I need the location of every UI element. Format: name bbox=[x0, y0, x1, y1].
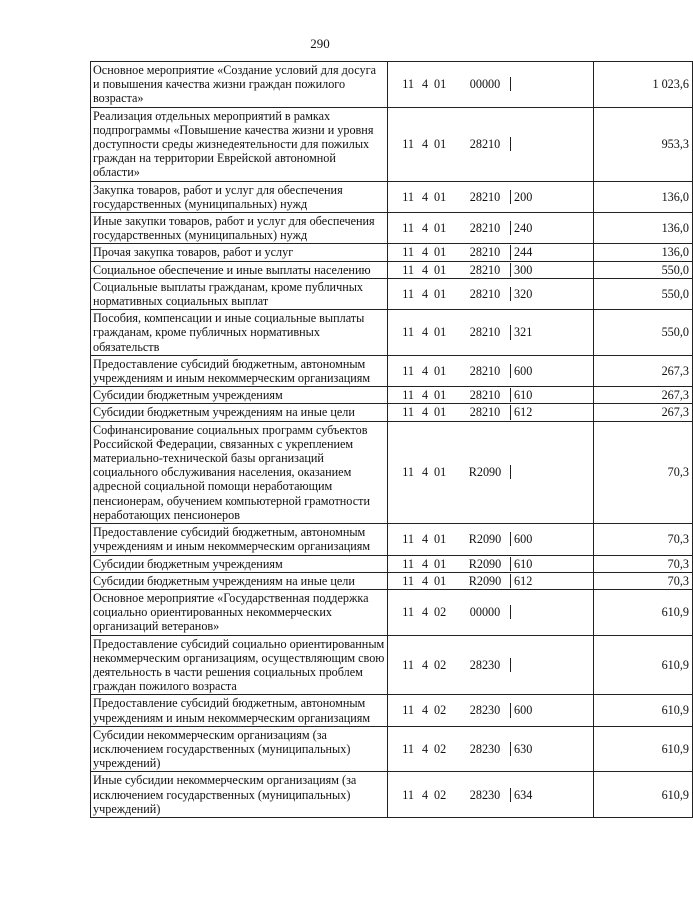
table-row bbox=[91, 278, 693, 309]
direction-code: 28230 bbox=[469, 741, 501, 756]
direction-code: 28210 bbox=[469, 262, 501, 277]
main-event-code: 01 bbox=[434, 262, 447, 277]
budget-table-body bbox=[91, 62, 693, 818]
table-row bbox=[91, 355, 693, 386]
amount: 136,0 bbox=[594, 244, 693, 261]
subprogram-code: 4 bbox=[421, 77, 429, 92]
direction-code: R2090 bbox=[468, 465, 502, 480]
table-row bbox=[91, 524, 693, 555]
item-name: Основное мероприятие «Государственная поддержка социально ориентированных некоммерческих организаций ветеранов» bbox=[91, 589, 388, 635]
expense-type-code bbox=[510, 465, 558, 479]
direction-code: 28210 bbox=[469, 405, 501, 420]
item-name: Субсидии бюджетным учреждениям на иные цели bbox=[91, 572, 388, 589]
direction-code: R2090 bbox=[468, 573, 502, 588]
direction-code: 28210 bbox=[469, 325, 501, 340]
classification-codes bbox=[388, 387, 594, 404]
main-event-code: 01 bbox=[434, 221, 447, 236]
item-name: Прочая закупка товаров, работ и услуг bbox=[91, 244, 388, 261]
item-name: Предоставление субсидий бюджетным, автономным учреждениям и иным некоммерческим организациям bbox=[91, 695, 388, 726]
classification-codes bbox=[388, 355, 594, 386]
table-row bbox=[91, 772, 693, 818]
direction-code: R2090 bbox=[468, 532, 502, 547]
table-row bbox=[91, 181, 693, 212]
subprogram-code: 4 bbox=[421, 573, 429, 588]
subprogram-code: 4 bbox=[421, 556, 429, 571]
main-event-code: 01 bbox=[434, 465, 447, 480]
amount: 136,0 bbox=[594, 181, 693, 212]
expense-type-code: 600 bbox=[510, 364, 558, 378]
table-row bbox=[91, 213, 693, 244]
program-code: 11 bbox=[402, 262, 414, 277]
table-row bbox=[91, 244, 693, 261]
expense-type-code: 610 bbox=[510, 557, 558, 571]
classification-codes bbox=[388, 181, 594, 212]
direction-code: 28210 bbox=[469, 189, 501, 204]
expense-type-code: 610 bbox=[510, 388, 558, 402]
expense-type-code: 321 bbox=[510, 325, 558, 339]
classification-codes bbox=[388, 589, 594, 635]
subprogram-code: 4 bbox=[421, 605, 429, 620]
direction-code: 28210 bbox=[469, 363, 501, 378]
amount: 610,9 bbox=[594, 589, 693, 635]
expense-type-code bbox=[510, 605, 558, 619]
program-code: 11 bbox=[402, 189, 414, 204]
item-name: Иные закупки товаров, работ и услуг для обеспечения государственных (муниципальных) нужд bbox=[91, 213, 388, 244]
direction-code: 28210 bbox=[469, 221, 501, 236]
expense-type-code: 244 bbox=[510, 245, 558, 259]
classification-codes bbox=[388, 310, 594, 356]
main-event-code: 02 bbox=[434, 605, 447, 620]
subprogram-code: 4 bbox=[421, 787, 429, 802]
budget-table bbox=[90, 61, 693, 818]
program-code: 11 bbox=[402, 465, 414, 480]
table-row bbox=[91, 635, 693, 695]
classification-codes bbox=[388, 404, 594, 421]
amount: 1 023,6 bbox=[594, 62, 693, 108]
item-name: Софинансирование социальных программ субъектов Российской Федерации, связанных с укреплением материально-технической базы организаций социального обслуживания населения, оказанием адресной социальной помощи неработающим пенсионерам, обучением компьютерной грамотности неработающих пенсионеров bbox=[91, 421, 388, 523]
item-name: Предоставление субсидий социально ориентированным некоммерческим организациям, осуществляющим свою деятельность в части решения социальных проблем граждан пожилого возраста bbox=[91, 635, 388, 695]
amount: 550,0 bbox=[594, 310, 693, 356]
classification-codes bbox=[388, 572, 594, 589]
main-event-code: 01 bbox=[434, 325, 447, 340]
program-code: 11 bbox=[402, 657, 414, 672]
program-code: 11 bbox=[402, 703, 414, 718]
classification-codes bbox=[388, 261, 594, 278]
amount: 70,3 bbox=[594, 572, 693, 589]
item-name: Реализация отдельных мероприятий в рамках подпрограммы «Повышение качества жизни и уровня доступности среды жизнедеятельности для пожилых граждан на территории Еврейской автономной области» bbox=[91, 107, 388, 181]
table-row bbox=[91, 404, 693, 421]
subprogram-code: 4 bbox=[421, 388, 429, 403]
table-row bbox=[91, 589, 693, 635]
direction-code: 28210 bbox=[469, 137, 501, 152]
item-name: Пособия, компенсации и иные социальные выплаты гражданам, кроме публичных нормативных обязательств bbox=[91, 310, 388, 356]
program-code: 11 bbox=[402, 363, 414, 378]
classification-codes bbox=[388, 524, 594, 555]
amount: 136,0 bbox=[594, 213, 693, 244]
main-event-code: 01 bbox=[434, 556, 447, 571]
table-row bbox=[91, 310, 693, 356]
table-row bbox=[91, 421, 693, 523]
main-event-code: 01 bbox=[434, 137, 447, 152]
classification-codes bbox=[388, 244, 594, 261]
subprogram-code: 4 bbox=[421, 221, 429, 236]
program-code: 11 bbox=[402, 137, 414, 152]
amount: 70,3 bbox=[594, 421, 693, 523]
subprogram-code: 4 bbox=[421, 465, 429, 480]
classification-codes bbox=[388, 107, 594, 181]
item-name: Социальные выплаты гражданам, кроме публичных нормативных социальных выплат bbox=[91, 278, 388, 309]
expense-type-code: 600 bbox=[510, 703, 558, 717]
subprogram-code: 4 bbox=[421, 657, 429, 672]
main-event-code: 01 bbox=[434, 189, 447, 204]
expense-type-code: 630 bbox=[510, 742, 558, 756]
main-event-code: 01 bbox=[434, 573, 447, 588]
main-event-code: 02 bbox=[434, 703, 447, 718]
classification-codes bbox=[388, 278, 594, 309]
classification-codes bbox=[388, 726, 594, 772]
subprogram-code: 4 bbox=[421, 286, 429, 301]
direction-code: 28210 bbox=[469, 388, 501, 403]
main-event-code: 01 bbox=[434, 405, 447, 420]
amount: 610,9 bbox=[594, 635, 693, 695]
main-event-code: 01 bbox=[434, 363, 447, 378]
direction-code: 28230 bbox=[469, 657, 501, 672]
subprogram-code: 4 bbox=[421, 262, 429, 277]
program-code: 11 bbox=[402, 388, 414, 403]
subprogram-code: 4 bbox=[421, 137, 429, 152]
table-row bbox=[91, 555, 693, 572]
expense-type-code: 240 bbox=[510, 221, 558, 235]
program-code: 11 bbox=[402, 77, 414, 92]
amount: 550,0 bbox=[594, 261, 693, 278]
expense-type-code: 300 bbox=[510, 263, 558, 277]
classification-codes bbox=[388, 62, 594, 108]
expense-type-code: 634 bbox=[510, 788, 558, 802]
item-name: Субсидии бюджетным учреждениям на иные цели bbox=[91, 404, 388, 421]
amount: 70,3 bbox=[594, 555, 693, 572]
table-row bbox=[91, 572, 693, 589]
table-row bbox=[91, 726, 693, 772]
program-code: 11 bbox=[402, 221, 414, 236]
direction-code: R2090 bbox=[468, 556, 502, 571]
program-code: 11 bbox=[402, 556, 414, 571]
main-event-code: 01 bbox=[434, 286, 447, 301]
program-code: 11 bbox=[402, 605, 414, 620]
table-row bbox=[91, 261, 693, 278]
main-event-code: 01 bbox=[434, 77, 447, 92]
item-name: Предоставление субсидий бюджетным, автономным учреждениям и иным некоммерческим организациям bbox=[91, 355, 388, 386]
program-code: 11 bbox=[402, 741, 414, 756]
direction-code: 28230 bbox=[469, 787, 501, 802]
table-row bbox=[91, 107, 693, 181]
item-name: Закупка товаров, работ и услуг для обеспечения государственных (муниципальных) нужд bbox=[91, 181, 388, 212]
amount: 267,3 bbox=[594, 404, 693, 421]
subprogram-code: 4 bbox=[421, 741, 429, 756]
direction-code: 00000 bbox=[469, 77, 501, 92]
item-name: Субсидии некоммерческим организациям (за исключением государственных (муниципальных) учреждений) bbox=[91, 726, 388, 772]
main-event-code: 02 bbox=[434, 787, 447, 802]
item-name: Основное мероприятие «Создание условий для досуга и повышения качества жизни граждан пожилого возраста» bbox=[91, 62, 388, 108]
subprogram-code: 4 bbox=[421, 325, 429, 340]
subprogram-code: 4 bbox=[421, 405, 429, 420]
table-row bbox=[91, 695, 693, 726]
subprogram-code: 4 bbox=[421, 703, 429, 718]
amount: 610,9 bbox=[594, 772, 693, 818]
main-event-code: 01 bbox=[434, 532, 447, 547]
item-name: Субсидии бюджетным учреждениям bbox=[91, 555, 388, 572]
amount: 610,9 bbox=[594, 695, 693, 726]
direction-code: 28210 bbox=[469, 286, 501, 301]
item-name: Субсидии бюджетным учреждениям bbox=[91, 387, 388, 404]
expense-type-code: 200 bbox=[510, 190, 558, 204]
classification-codes bbox=[388, 772, 594, 818]
expense-type-code bbox=[510, 77, 558, 91]
classification-codes bbox=[388, 213, 594, 244]
direction-code: 00000 bbox=[469, 605, 501, 620]
amount: 267,3 bbox=[594, 355, 693, 386]
classification-codes bbox=[388, 421, 594, 523]
amount: 953,3 bbox=[594, 107, 693, 181]
subprogram-code: 4 bbox=[421, 189, 429, 204]
program-code: 11 bbox=[402, 787, 414, 802]
classification-codes bbox=[388, 635, 594, 695]
page-number: 290 bbox=[310, 36, 330, 51]
program-code: 11 bbox=[402, 245, 414, 260]
expense-type-code: 600 bbox=[510, 532, 558, 546]
expense-type-code bbox=[510, 658, 558, 672]
amount: 550,0 bbox=[594, 278, 693, 309]
amount: 267,3 bbox=[594, 387, 693, 404]
subprogram-code: 4 bbox=[421, 363, 429, 378]
item-name: Иные субсидии некоммерческим организациям (за исключением государственных (муниципальных) учреждений) bbox=[91, 772, 388, 818]
item-name: Социальное обеспечение и иные выплаты населению bbox=[91, 261, 388, 278]
direction-code: 28210 bbox=[469, 245, 501, 260]
main-event-code: 01 bbox=[434, 388, 447, 403]
expense-type-code bbox=[510, 137, 558, 151]
item-name: Предоставление субсидий бюджетным, автономным учреждениям и иным некоммерческим организациям bbox=[91, 524, 388, 555]
amount: 70,3 bbox=[594, 524, 693, 555]
program-code: 11 bbox=[402, 286, 414, 301]
program-code: 11 bbox=[402, 532, 414, 547]
subprogram-code: 4 bbox=[421, 532, 429, 547]
table-row bbox=[91, 387, 693, 404]
main-event-code: 02 bbox=[434, 741, 447, 756]
expense-type-code: 612 bbox=[510, 405, 558, 419]
main-event-code: 02 bbox=[434, 657, 447, 672]
classification-codes bbox=[388, 555, 594, 572]
table-row bbox=[91, 62, 693, 108]
classification-codes bbox=[388, 695, 594, 726]
program-code: 11 bbox=[402, 405, 414, 420]
direction-code: 28230 bbox=[469, 703, 501, 718]
amount: 610,9 bbox=[594, 726, 693, 772]
expense-type-code: 612 bbox=[510, 574, 558, 588]
expense-type-code: 320 bbox=[510, 287, 558, 301]
program-code: 11 bbox=[402, 573, 414, 588]
program-code: 11 bbox=[402, 325, 414, 340]
main-event-code: 01 bbox=[434, 245, 447, 260]
subprogram-code: 4 bbox=[421, 245, 429, 260]
